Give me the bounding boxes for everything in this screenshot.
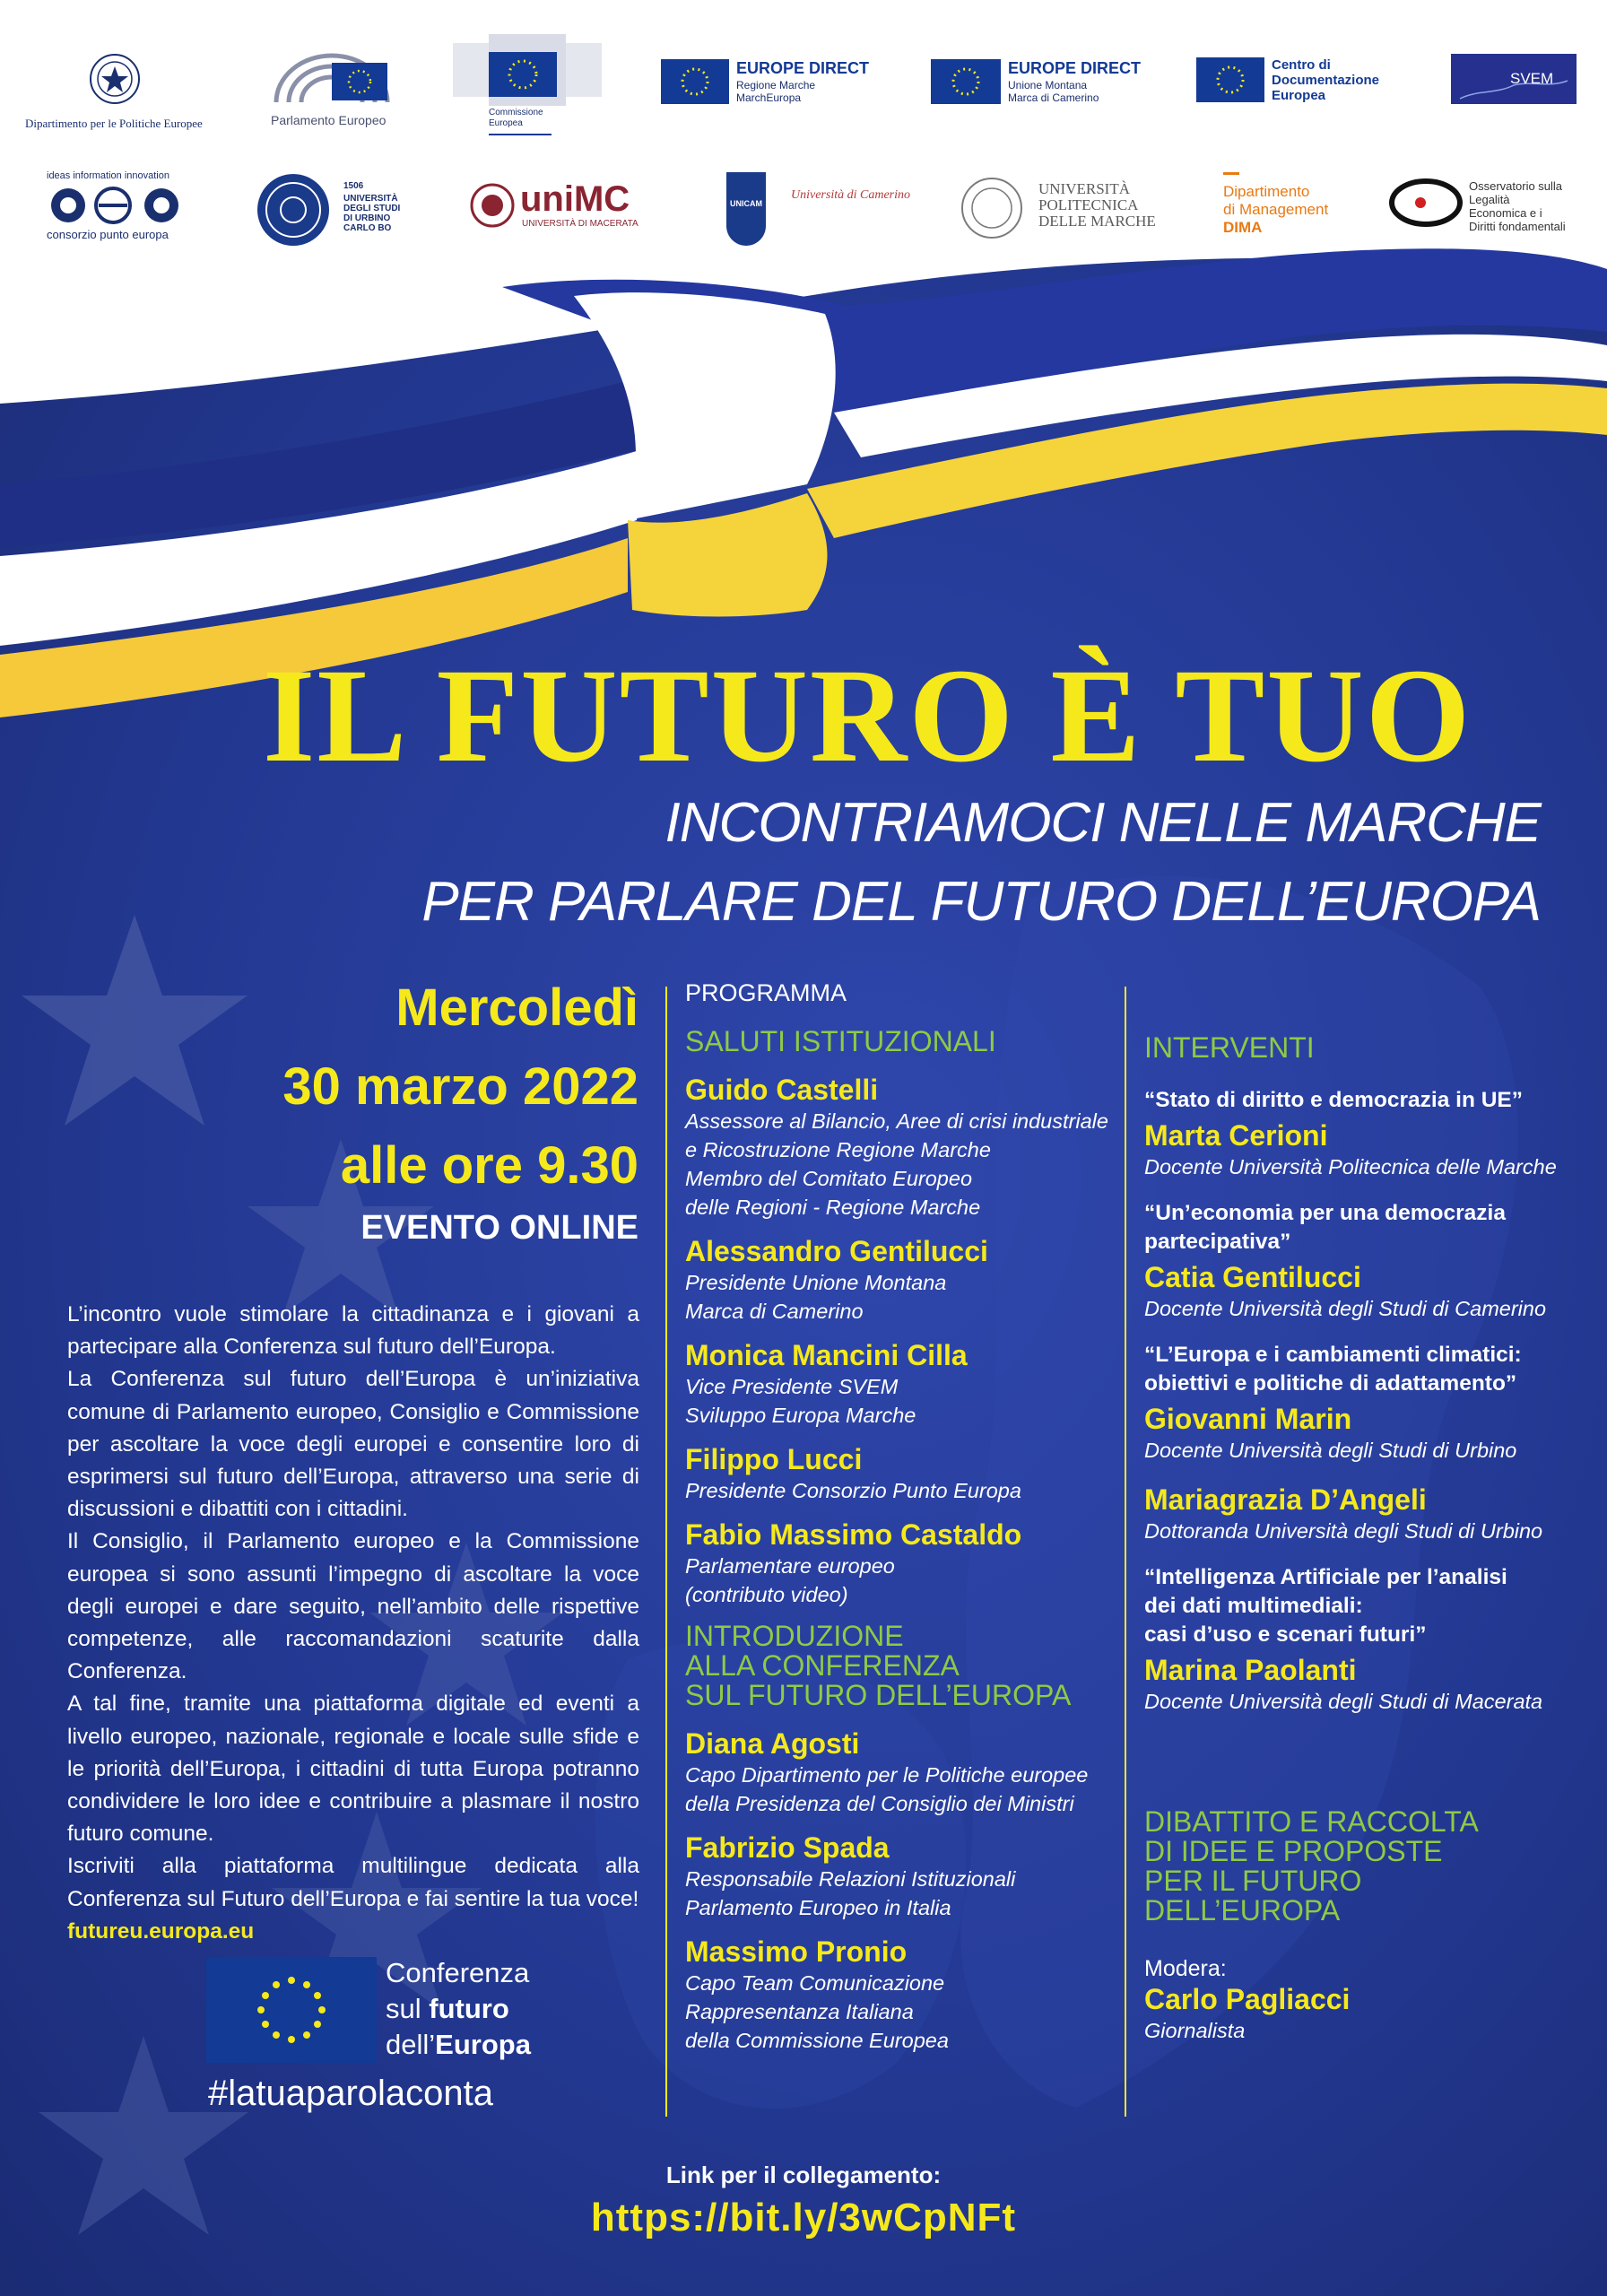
- dima-l1: Dipartimento: [1223, 183, 1310, 200]
- event-mode: EVENTO ONLINE: [360, 1209, 638, 1247]
- speaker-role-line: Capo Dipartimento per le Politiche europee: [685, 1763, 1089, 1787]
- event-time: alle ore 9.30: [340, 1136, 638, 1195]
- logo-europe-direct-marche: [661, 59, 876, 109]
- cde-line1: Centro di: [1272, 57, 1331, 73]
- unicam-name: Università di Camerino: [791, 188, 910, 202]
- hashtag: #latuaparolaconta: [208, 2074, 494, 2113]
- column-divider: [665, 987, 667, 2117]
- talk-topic-line: “L’Europa e i cambiamenti climatici:: [1144, 1343, 1522, 1367]
- column-divider: [1125, 987, 1126, 2117]
- speaker-role-line: Assessore al Bilancio, Aree di crisi industriale: [685, 1109, 1108, 1133]
- logo-label: Commissione Europea: [489, 108, 543, 128]
- speaker-role-line: Marca di Camerino: [685, 1300, 864, 1323]
- eu-flag-icon: [206, 1957, 377, 2063]
- speaker-role-line: Membro del Comitato Europeo: [685, 1167, 973, 1190]
- oss-l1: Osservatorio sulla: [1469, 179, 1563, 193]
- logo-label: Parlamento Europeo: [271, 113, 387, 127]
- conference-logo-text: Conferenza sul futuro dell’Europa: [386, 1957, 531, 2060]
- speaker-name: Marina Paolanti: [1144, 1654, 1357, 1686]
- dibattito-line: DIBATTITO E RACCOLTA: [1144, 1805, 1479, 1838]
- svem-map-icon: [1451, 54, 1577, 122]
- speaker-role-line: Rappresentanza Italiana: [685, 2000, 914, 2023]
- intervento-item: [1144, 1563, 1593, 1716]
- talk-topic: [1144, 1086, 1593, 1115]
- oss-l4: Diritti fondamentali: [1469, 220, 1566, 233]
- section-title-line: INTRODUZIONE: [685, 1620, 904, 1652]
- speaker-name: Fabrizio Spada: [685, 1831, 890, 1864]
- speaker-name: Fabio Massimo Castaldo: [685, 1518, 1022, 1551]
- logo-label: Dipartimento per le Politiche Europee: [25, 117, 203, 130]
- speaker-role-line: della Presidenza del Consiglio dei Ministri: [685, 1792, 1074, 1815]
- logo-consorzio-punto-europa: [47, 170, 190, 242]
- cde-line2: Documentazione: [1272, 73, 1380, 88]
- speaker-role-line: Vice Presidente SVEM: [685, 1375, 899, 1398]
- speaker-name: Catia Gentilucci: [1144, 1261, 1361, 1293]
- speaker-role-line: Parlamento Europeo in Italia: [685, 1896, 951, 1919]
- talk-topic-line: dei dati multimediali:: [1144, 1594, 1363, 1618]
- meeting-link[interactable]: https://bit.ly/3wCpNFt: [590, 2196, 1017, 2239]
- eye-icon: [1388, 176, 1465, 230]
- speaker-role: [685, 1372, 1116, 1430]
- urbino-l2: UNIVERSITÀ: [343, 194, 398, 204]
- speaker-role-line: (contributo video): [685, 1583, 848, 1606]
- eu-flag-icon: [931, 59, 1001, 104]
- speaker-role: [685, 1761, 1116, 1818]
- univpm-l3: DELLE MARCHE: [1038, 213, 1156, 230]
- unimc-seal-icon: [470, 183, 515, 228]
- ed-line1: Regione Marche: [736, 79, 816, 91]
- speaker-role: Dottoranda Università degli Studi di Urbino: [1144, 1519, 1543, 1543]
- logo-dipartimento-politiche-europee: [25, 52, 204, 133]
- urbino-l4: DI URBINO: [343, 213, 391, 223]
- subtitle-line-2: PER PARLARE DEL FUTURO DELL’EUROPA: [421, 871, 1541, 933]
- speaker-role: Docente Università degli Studi di Macerata: [1144, 1690, 1543, 1713]
- talk-topic: [1144, 1563, 1593, 1649]
- intro-text: [67, 1299, 639, 1948]
- logo-unimc: [470, 179, 649, 237]
- modera-label: Modera:: [1144, 1956, 1227, 1981]
- introduzione-list: [685, 1726, 1116, 2055]
- event-date: 30 marzo 2022: [282, 1057, 638, 1116]
- dibattito-line: DELL’EUROPA: [1144, 1894, 1341, 1926]
- eu-flag-icon: [1196, 57, 1264, 102]
- moderator-name: Carlo Pagliacci: [1144, 1983, 1351, 2015]
- moderator-role: Giornalista: [1144, 2019, 1246, 2042]
- section-title-line: ALLA CONFERENZA: [685, 1649, 960, 1682]
- speaker-role: [685, 1969, 1116, 2055]
- talk-topic: [1144, 1199, 1593, 1257]
- logo-parlamento-europeo: [269, 43, 395, 133]
- speaker-name: Mariagrazia D’Angeli: [1144, 1483, 1427, 1516]
- speaker-name: Filippo Lucci: [685, 1443, 863, 1475]
- oeo-icon: [47, 185, 190, 226]
- ed-title: EUROPE DIRECT: [1008, 59, 1142, 77]
- dima-l3: DIMA: [1223, 219, 1263, 236]
- oeo-name: consorzio punto europa: [47, 228, 169, 241]
- talk-topic-line: “Stato di diritto e democrazia in UE”: [1144, 1088, 1524, 1112]
- logo-europe-direct-camerino: [931, 59, 1146, 109]
- poster-title: IL FUTURO È TUO: [263, 641, 1472, 790]
- speaker-role: [685, 1476, 1116, 1505]
- speaker-role-line: Presidente Consorzio Punto Europa: [685, 1479, 1021, 1502]
- section-title-introduzione: [685, 1622, 1116, 1710]
- talk-topic-line: casi d’uso e scenari futuri”: [1144, 1622, 1427, 1647]
- urbino-l5: CARLO BO: [343, 223, 392, 233]
- intervento-item: [1144, 1086, 1593, 1181]
- event-day: Mercoledì: [395, 978, 638, 1037]
- logo-commissione-europea: [453, 34, 605, 137]
- univpm-l2: POLITECNICA: [1038, 196, 1139, 213]
- platform-link[interactable]: futureu.europa.eu: [67, 1918, 255, 1944]
- section-title-interventi: INTERVENTI: [1144, 1031, 1315, 1064]
- urbino-seal-icon: [256, 172, 331, 248]
- intro-paragraph: L’incontro vuole stimolare la cittadinanza e i giovani a partecipare alla Conferenza sul futuro dell’Europa.: [67, 1302, 639, 1360]
- intro-paragraph: Il Consiglio, il Parlamento europeo e la Commissione europea si sono assunti l’impegno di ascoltare la voce degli europei e dare seguito, nell’ambito delle rispettive competenze, alle raccomandazioni scaturite dalla Conferenza.: [67, 1529, 639, 1684]
- oeo-tagline: ideas information innovation: [47, 170, 169, 181]
- logo-osservatorio: [1388, 176, 1594, 239]
- talk-topic-line: obiettivi e politiche di adattamento”: [1144, 1371, 1517, 1396]
- intervento-item: [1144, 1341, 1593, 1465]
- talk-topic: [1144, 1341, 1593, 1398]
- ed-line2: Marca di Camerino: [1008, 91, 1099, 104]
- urbino-l3: DEGLI STUDI: [343, 204, 401, 213]
- speaker-role-line: Parlamentare europeo: [685, 1554, 895, 1578]
- intervento-item: [1144, 1199, 1593, 1323]
- speaker-role: [685, 1552, 1116, 1609]
- logo-centro-documentazione: [1196, 57, 1394, 111]
- unimc-name: uniMC: [520, 179, 630, 219]
- intro-paragraph: Iscriviti alla piattaforma multilingue dedicata alla Conferenza sul Futuro dell’Europa e fai sentire la tua voce!: [67, 1854, 639, 1911]
- intro-paragraph: La Conferenza sul futuro dell’Europa è un’iniziativa comune di Parlamento europeo, Consiglio e Commissione per ascoltare la voce degli europei e consentire loro di esprimersi sul futuro dell’Europa, attraverso una serie di discussioni e dibattiti con i cittadini.: [67, 1367, 639, 1522]
- interventi-column: [1144, 1033, 1593, 2057]
- speaker-role-line: Capo Team Comunicazione: [685, 1971, 945, 1995]
- section-title-line: SUL FUTURO DELL’EUROPA: [685, 1679, 1072, 1711]
- intro-paragraph: A tal fine, tramite una piattaforma digitale ed eventi a livello europeo, nazionale, regionale e locale sulle sfide e le priorità dell’Europa, i cittadini di tutta Europa potranno condividere le loro idee e contribuire a plasmare il nostro futuro comune.: [67, 1692, 639, 1847]
- dibattito-title: [1144, 1807, 1593, 1926]
- svem-label: SVEM: [1510, 70, 1554, 87]
- subtitle-line-1: INCONTRIAMOCI NELLE MARCHE: [665, 792, 1541, 854]
- conf-line-1: Conferenza: [386, 1957, 530, 1988]
- speaker-role-line: e Ricostruzione Regione Marche: [685, 1138, 991, 1161]
- urbino-l1: 1506: [343, 181, 364, 191]
- talk-topic-line: “Un’economia per una democrazia: [1144, 1201, 1506, 1225]
- logo-svem: [1451, 54, 1577, 122]
- talk-topic-line: “Intelligenza Artificiale per l’analisi: [1144, 1565, 1507, 1589]
- speaker-role-line: Sviluppo Europa Marche: [685, 1404, 916, 1427]
- logo-dima: [1223, 172, 1367, 244]
- logo-unicam: [726, 172, 910, 248]
- interventi-list: [1144, 1086, 1593, 1716]
- ed-line2: MarchEuropa: [736, 91, 802, 104]
- logo-universita-urbino: [256, 172, 417, 248]
- talk-topic-line: partecipativa”: [1144, 1230, 1291, 1254]
- parliament-icon: [269, 43, 395, 108]
- oss-l3: Economica e i: [1469, 206, 1542, 220]
- speaker-role: Docente Università degli Studi di Camerino: [1144, 1297, 1547, 1320]
- ed-title: EUROPE DIRECT: [736, 59, 870, 77]
- oss-l2: Legalità: [1469, 193, 1510, 206]
- dibattito-line: DI IDEE E PROPOSTE: [1144, 1835, 1443, 1867]
- speaker-name: Alessandro Gentilucci: [685, 1235, 988, 1267]
- speaker-name: Diana Agosti: [685, 1727, 860, 1760]
- speaker-role-line: Responsabile Relazioni Istituzionali: [685, 1867, 1016, 1891]
- speaker-role: Docente Università Politecnica delle Marche: [1144, 1155, 1557, 1178]
- saluti-list: [685, 1073, 1116, 1609]
- italian-emblem-icon: [74, 52, 155, 106]
- speaker-role-line: della Commissione Europea: [685, 2029, 949, 2052]
- speaker-role: Docente Università degli Studi di Urbino: [1144, 1439, 1517, 1462]
- dima-l2: di Management: [1223, 201, 1329, 218]
- program-column: [685, 979, 1116, 2067]
- univpm-l1: UNIVERSITÀ: [1038, 180, 1130, 197]
- program-label: PROGRAMMA: [685, 979, 847, 1006]
- speaker-name: Guido Castelli: [685, 1074, 879, 1106]
- section-title-saluti: SALUTI ISTITUZIONALI: [685, 1025, 996, 1057]
- speaker-name: Massimo Pronio: [685, 1935, 908, 1968]
- speaker-name: Monica Mancini Cilla: [685, 1339, 968, 1371]
- eu-flag-icon: [661, 59, 729, 104]
- speaker-name: Marta Cerioni: [1144, 1119, 1328, 1152]
- speaker-role: [685, 1268, 1116, 1326]
- univpm-seal-icon: [960, 176, 1024, 240]
- speaker-role-line: delle Regioni - Regione Marche: [685, 1196, 981, 1219]
- speaker-role: [685, 1865, 1116, 1922]
- speaker-role-line: Presidente Unione Montana: [685, 1271, 947, 1294]
- unicam-shield-icon: [726, 172, 766, 246]
- link-label: Link per il collegamento:: [665, 2161, 942, 2188]
- intervento-item: [1144, 1483, 1593, 1545]
- unimc-sub: UNIVERSITÀ DI MACERATA: [522, 219, 638, 229]
- ed-line1: Unione Montana: [1008, 79, 1088, 91]
- dibattito-line: PER IL FUTURO: [1144, 1865, 1362, 1897]
- logo-univpm: [960, 176, 1166, 244]
- cde-line3: Europea: [1272, 88, 1326, 103]
- unicam-badge: UNICAM: [730, 199, 762, 208]
- speaker-role: [685, 1107, 1116, 1222]
- speaker-name: Giovanni Marin: [1144, 1403, 1352, 1435]
